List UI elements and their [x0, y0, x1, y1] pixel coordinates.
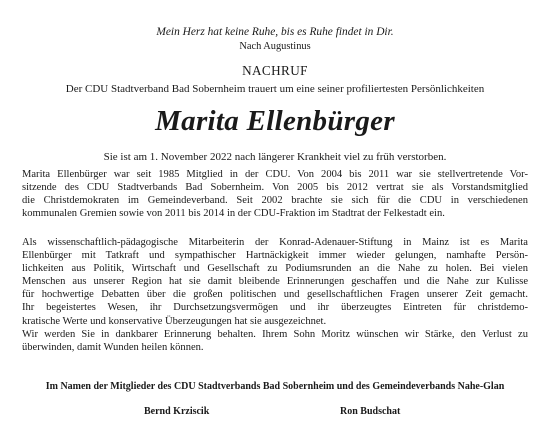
signatory-name: Bernd Krziscik: [144, 406, 210, 417]
text-line: lichkeiten aus Politik, Wirtschaft und Gesellschaft zu Podiumsrunden an die Nahe zu holen. Bei vielen: [22, 263, 528, 275]
text-line: Menschen aus unserer Region hat sie damit bleibende Erinnerungen geschaffen und die Nahe zur Kulisse: [22, 276, 528, 288]
epigraph-quote: Mein Herz hat keine Ruhe, bis es Ruhe findet in Dir.: [156, 26, 394, 38]
text-line: Als wissenschaftlich-pädagogische Mitarbeiterin der Konrad-Adenauer-Stiftung in Mainz ist es Marita: [22, 237, 528, 248]
text-line: überwinden, damit Wunden heilen können.: [22, 341, 204, 353]
text-line: Marita Ellenbürger war seit 1985 Mitglied in der CDU. Von 2004 bis 2011 war sie stellvertretende Vor-: [22, 169, 528, 180]
text-line: die Christdemokraten im Gemeindeverband. Seit 2002 brachte sie sich für die CDU in verschiedenen: [22, 195, 528, 207]
closing-line: Im Namen der Mitglieder des CDU Stadtverbands Bad Sobernheim und des Gemeindeverbands Nahe-Glan: [45, 381, 505, 392]
notice-heading: NACHRUF: [242, 63, 308, 78]
deceased-name: Marita Ellenbürger: [155, 105, 395, 137]
text-line: Ihr begeistertes Wesen, ihr Durchsetzungsvermögen und ihr überzeugtes Eintreten für christdemo-: [22, 302, 528, 314]
intro-line: Der CDU Stadtverband Bad Sobernheim trauert um eine seiner profiliertesten Persönlichkeiten: [65, 83, 485, 95]
text-line: Wir werden Sie in dankbarer Erinnerung behalten. Ihrem Sohn Moritz wünschen wir Stärke, den Verlust zu: [22, 328, 528, 340]
text-line: kratische Werte und konservative Überzeugungen hat sie ausgezeichnet.: [22, 315, 327, 327]
biography-paragraph-2: [22, 236, 528, 354]
biography-paragraph-1: [22, 168, 528, 220]
text-line: sitzende des CDU Stadtverbands Bad Sobernheim. Von 2005 bis 2012 vertrat sie als Vorstandsmitglied: [22, 182, 528, 194]
text-line: kommunalen Gremien sowie von 2011 bis 2014 in der CDU-Fraktion im Stadtrat der Felkestadt ein.: [22, 208, 445, 220]
text-line: für hochwertige Debatten über die großen politischen und gesellschaftlichen Fragen unserer Zeit gemacht.: [22, 289, 528, 301]
text-line: Ellenbürger mit Tatkraft und sympathischer Hartnäckigkeit immer wieder gelungen, namhafte Persön-: [22, 250, 528, 262]
death-notice: Sie ist am 1. November 2022 nach längerer Krankheit viel zu früh verstorben.: [103, 151, 447, 163]
epigraph-source: Nach Augustinus: [239, 41, 311, 52]
signatory-name: Ron Budschat: [340, 406, 401, 417]
